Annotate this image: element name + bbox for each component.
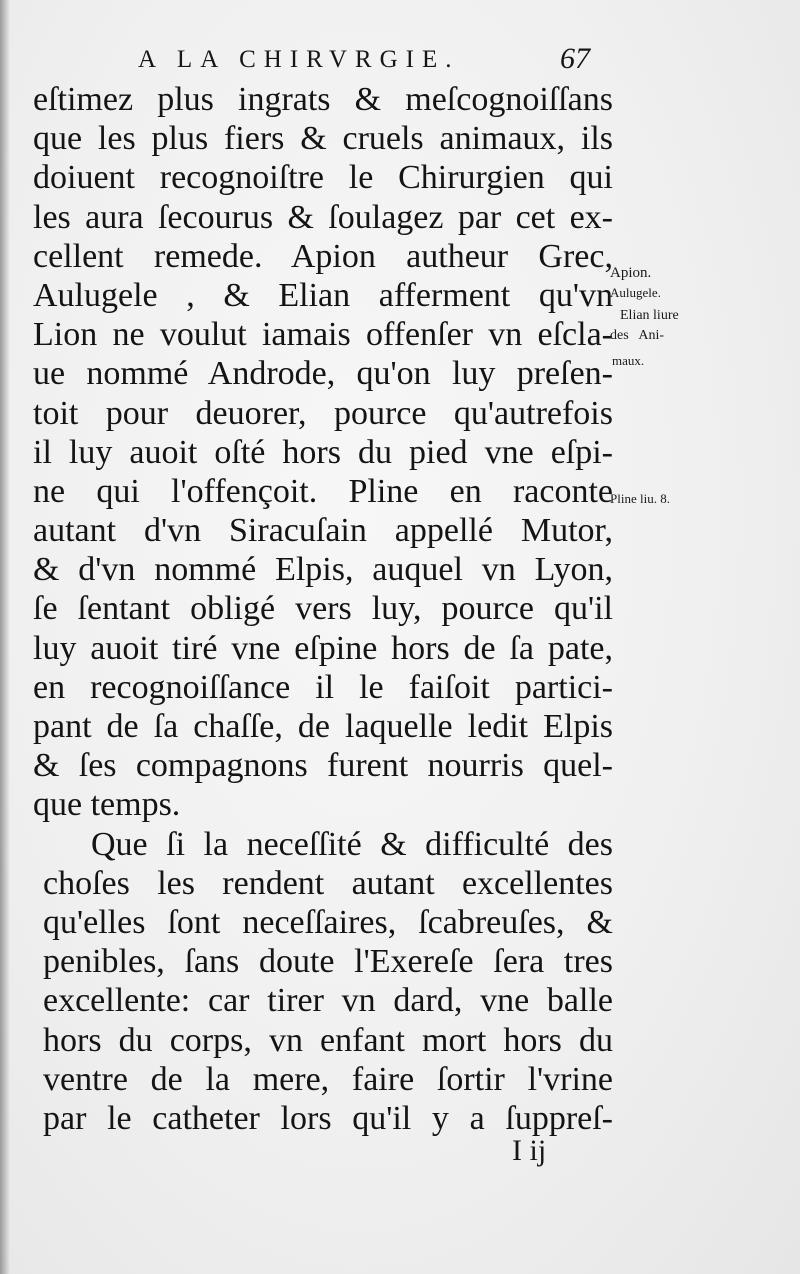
text-line: toit pour deuorer, pource qu'autrefois	[33, 394, 613, 432]
text-line: hors du corps, vn enfant mort hors du	[43, 1021, 613, 1059]
text-line: & ſes compagnons furent nourris quel-	[33, 747, 613, 785]
text-line: par le catheter lors qu'il y a ſuppreſ-	[43, 1099, 613, 1137]
text-line: qu'elles ſont neceſſaires, ſcabreuſes, &	[43, 903, 613, 941]
margin-note-aulugele: Aulugele.	[610, 285, 661, 300]
text-line: ue nommé Androde, qu'on luy preſen-	[33, 355, 613, 393]
text-line: luy auoit tiré vne eſpine hors de ſa pate,	[33, 629, 613, 667]
text-line: que les plus fiers & cruels animaux, ils	[33, 120, 613, 158]
margin-note-apion: Apion.	[610, 265, 652, 281]
text-line: autant d'vn Siracuſain appellé Mutor,	[33, 512, 613, 550]
text-line: il luy auoit oſté hors du pied vne eſpi-	[33, 433, 613, 471]
text-line: les aura ſecourus & ſoulagez par cet ex-	[33, 198, 613, 236]
body-text	[33, 80, 613, 1138]
margin-note-pline: Pline liu. 8.	[610, 491, 670, 506]
margin-note-maux: maux.	[612, 353, 645, 368]
running-head: A LA CHIRVRGIE.	[138, 46, 460, 73]
margin-note-elian: Elian liure	[620, 308, 679, 323]
page-header	[0, 42, 800, 82]
text-line: Lion ne voulut iamais offenſer vn eſcla-	[33, 316, 613, 354]
text-line: choſes les rendent autant excellentes	[43, 864, 613, 902]
text-line: eſtimez plus ingrats & meſcognoiſſans	[33, 81, 613, 118]
text-line: penibles, ſans doute l'Exereſe ſera tres	[43, 943, 613, 981]
signature-mark: I ij	[512, 1134, 547, 1167]
text-line: ne qui l'offençoit. Pline en raconte	[33, 472, 613, 510]
text-line: doiuent recognoiſtre le Chirurgien qui	[33, 159, 613, 197]
text-line: excellente: car tirer vn dard, vne balle	[43, 982, 613, 1020]
text-line: Aulugele , & Elian afferment qu'vn	[33, 276, 613, 314]
text-line: pant de ſa chaſſe, de laquelle ledit Elpis	[33, 708, 613, 745]
page-number: 67	[560, 42, 590, 75]
margin-note-des-animaux: des Ani-	[610, 328, 665, 343]
text-line: ſe ſentant obligé vers luy, pource qu'il	[33, 590, 613, 628]
text-line: que temps.	[33, 786, 181, 824]
text-line: cellent remede. Apion autheur Grec,	[33, 237, 613, 275]
text-line: en recognoiſſance il le faiſoit partici-	[33, 668, 613, 706]
paragraph-start-line: Que ſi la neceſſité & difficulté des	[91, 825, 613, 863]
text-line: & d'vn nommé Elpis, auquel vn Lyon,	[33, 551, 613, 589]
gutter-shadow	[0, 0, 10, 1274]
text-line: ventre de la mere, faire ſortir l'vrine	[43, 1060, 613, 1098]
